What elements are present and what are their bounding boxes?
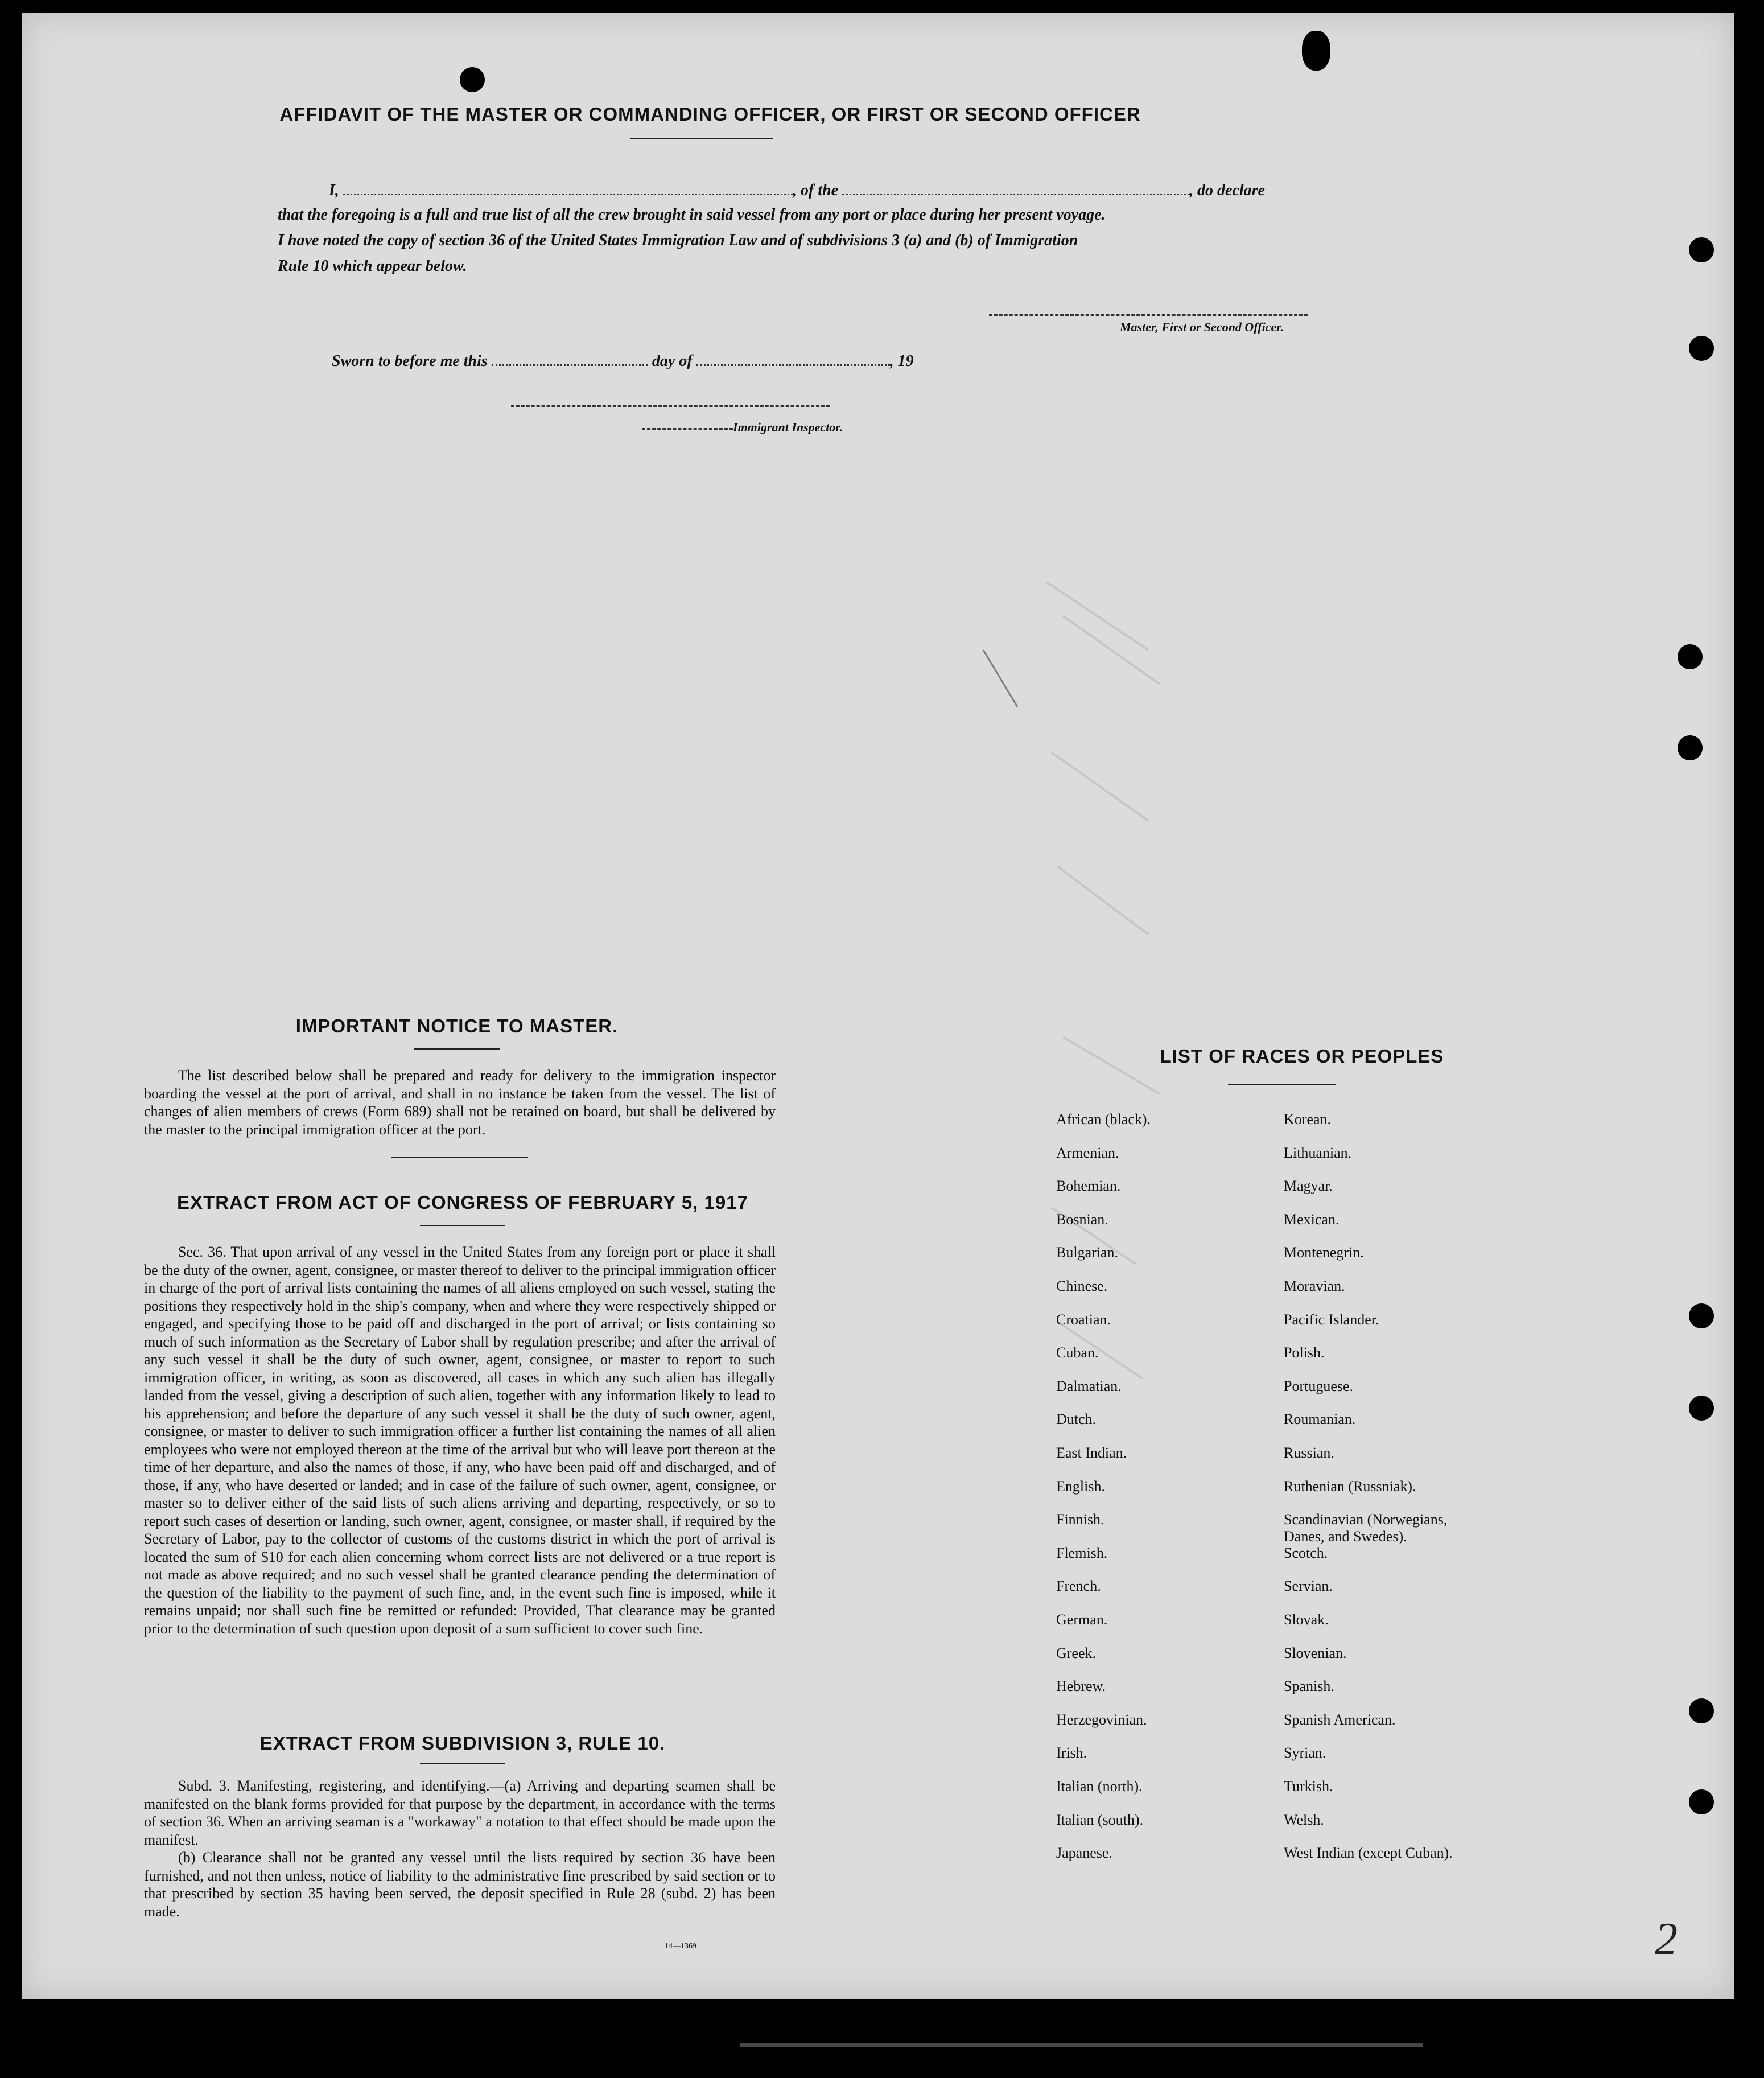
punch-hole [1689, 237, 1714, 262]
notice-underline [414, 1048, 500, 1050]
races-underline [1228, 1084, 1336, 1085]
inspector-label: Immigrant Inspector. [733, 420, 843, 434]
race-item: West Indian (except Cuban). [1284, 1845, 1453, 1862]
name-blank [343, 178, 793, 195]
signature-line [989, 314, 1308, 316]
race-item: Bohemian. [1056, 1178, 1121, 1195]
race-item: Syrian. [1284, 1744, 1326, 1762]
race-item: African (black). [1056, 1111, 1151, 1128]
race-item: German. [1056, 1611, 1108, 1628]
race-item: Irish. [1056, 1744, 1087, 1762]
punch-hole [1689, 336, 1714, 361]
race-item: Montenegrin. [1284, 1244, 1364, 1261]
rule-text [144, 1777, 776, 1920]
affidavit-title: AFFIDAVIT OF THE MASTER OR COMMANDING OFFICER, OR FIRST OR SECOND OFFICER [279, 104, 1141, 125]
margin-mark: 2 [1655, 1914, 1678, 1964]
race-item: Chinese. [1056, 1278, 1108, 1294]
punch-hole [1689, 1303, 1714, 1328]
punch-hole [1689, 1789, 1714, 1814]
signature-label: Master, First or Second Officer. [1120, 320, 1284, 334]
race-item: Bosnian. [1056, 1211, 1108, 1228]
inspector-short-line [642, 428, 733, 430]
notice-text: The list described below shall be prepared and ready for delivery to the immigration inspector boarding the vessel at the port of arrival, and shall in no instance be taken from the vessel. The list of changes of alien members of crews (Form 689) shall not be retained on board, but shall be delivered by the master to the principal immigration officer at the port. [144, 1067, 776, 1138]
race-item: Spanish. [1284, 1678, 1334, 1695]
race-item: French. [1056, 1578, 1101, 1595]
races-title: LIST OF RACES OR PEOPLES [1160, 1046, 1444, 1067]
race-item: Italian (north). [1056, 1778, 1143, 1795]
race-item: Russian. [1284, 1445, 1334, 1461]
race-item: Portuguese. [1284, 1377, 1354, 1394]
sworn-line [332, 348, 914, 371]
race-item: Finnish. [1056, 1511, 1104, 1528]
race-item: Scandinavian (Norwegians, Danes, and Swedes). [1284, 1511, 1448, 1545]
race-item: Scotch. [1284, 1544, 1328, 1561]
affidavit-line-4: Rule 10 which appear below. [278, 257, 467, 275]
race-item: Welsh. [1284, 1811, 1324, 1828]
punch-hole [1689, 1396, 1714, 1421]
notice-divider [391, 1157, 528, 1158]
form-number: 14—1369 [665, 1942, 696, 1951]
rule-para-b: (b) Clearance shall not be granted any vessel until the lists required by section 36 have been furnished, and not then unless, notice of liability to the administrative fine prescribed by said section or to that prescribed by section 35 having been served, the deposit specified in Rule 28 (subd. 2) has been made. [144, 1849, 776, 1920]
punch-hole [1689, 1698, 1714, 1723]
race-item: Flemish. [1056, 1544, 1108, 1561]
race-item: Herzegovinian. [1056, 1711, 1147, 1728]
race-item: Magyar. [1284, 1178, 1333, 1195]
affidavit-declare: , do declare [1189, 182, 1265, 199]
race-item: Lithuanian. [1284, 1144, 1352, 1161]
affidavit-of-the: , of the [792, 182, 839, 199]
race-item: Spanish American. [1284, 1711, 1396, 1728]
rule-underline [420, 1763, 505, 1764]
race-item: Hebrew. [1056, 1678, 1106, 1695]
sworn-text: Sworn to before me this [332, 352, 488, 370]
rule-title: EXTRACT FROM SUBDIVISION 3, RULE 10. [259, 1733, 666, 1754]
act-title: EXTRACT FROM ACT OF CONGRESS OF FEBRUARY 5, 1917 [177, 1192, 748, 1213]
punch-hole [1678, 644, 1703, 669]
scan-streak [740, 2043, 1423, 2047]
punch-hole [460, 67, 485, 92]
document-sheet [22, 13, 1734, 1999]
affidavit-line-2: that the foregoing is a full and true list of all the crew brought in said vessel from any port or place during her present voyage. [278, 206, 1106, 224]
race-item: Dutch. [1056, 1411, 1097, 1428]
race-item: Turkish. [1284, 1778, 1333, 1795]
race-item: Armenian. [1056, 1144, 1119, 1161]
act-text: Sec. 36. That upon arrival of any vessel in the United States from any foreign port or place it shall be the duty of the owner, agent, consignee, or master thereof to deliver to the principal immigration officer in charge of the port of arrival lists containing the names of all aliens employed on such vessel, stating the positions they respectively hold in the ship's company, when and where they were respectively shipped or engaged, and specifying those to be paid off and discharged in the port of arrival; or lists containing so much of such information as the Secretary of Labor shall by regulation prescribe; and after the arrival of any such vessel it shall be the duty of such owner, agent, consignee, or master to report to such immigration officer, in writing, as soon as discovered, all cases in which any such alien has illegally landed from the vessel, giving a description of such alien, together with any information likely to lead to his apprehension; and before the departure of any such vessel it shall be the duty of such owner, agent, consignee, or master to deliver to such immigration officer a further list containing the names of all alien employees who were not employed thereon at the time of the arrival but who will leave port thereon at the time of her departure, and also the names of those, if any, who have been paid off and discharged, and of those, if any, who have deserted or landed; and in case of the failure of such owner, agent, consignee, or master so to deliver either of the said lists of such aliens arriving and departing, respectively, or so to report such cases of desertion or landing, such owner, agent, consignee, or master shall, if required by the Secretary of Labor, pay to the collector of customs of the customs district in which the port of arrival is located the sum of $10 for each alien concerning whom correct lists are not delivered or a true report is not made as above required; and no such vessel shall be granted clearance pending the determination of the question of the liability to the payment of such fine, and, in the event such fine is imposed, while it remains unpaid; nor shall such fine be remitted or refunded: Provided, That clearance may be granted prior to the determination of such question upon deposit of a sum sufficient to cover such fine. [144, 1244, 776, 1637]
race-item: Slovenian. [1284, 1644, 1347, 1661]
day-blank [492, 348, 648, 366]
race-item: East Indian. [1056, 1445, 1127, 1461]
affidavit-line-3: I have noted the copy of section 36 of the United States Immigration Law and of subdivisions 3 (a) and (b) of Immigration [278, 232, 1078, 249]
race-item: Italian (south). [1056, 1811, 1144, 1828]
act-underline [420, 1225, 505, 1226]
race-item: Slovak. [1284, 1611, 1329, 1628]
sworn-day: day of [652, 352, 693, 370]
race-item: Polish. [1284, 1344, 1325, 1361]
affidavit-i: I, [329, 182, 339, 199]
notice-title: IMPORTANT NOTICE TO MASTER. [295, 1015, 619, 1036]
title-underline [630, 138, 773, 139]
race-item: Mexican. [1284, 1211, 1340, 1228]
race-item: Pacific Islander. [1284, 1311, 1379, 1328]
race-item: Japanese. [1056, 1845, 1112, 1862]
affidavit-line-1 [329, 178, 1382, 200]
race-item: Dalmatian. [1056, 1377, 1122, 1394]
rule-para-a: Subd. 3. Manifesting, registering, and identifying.—(a) Arriving and departing seamen shall be manifested on the blank forms provided for that purpose by the department, in accordance with the terms of section 36. When an arriving seaman is a "workaway" a notation to that effect should be made upon the manifest. [144, 1777, 776, 1848]
race-item: Bulgarian. [1056, 1244, 1119, 1261]
punch-hole [1302, 31, 1330, 71]
race-item: Servian. [1284, 1578, 1333, 1595]
punch-hole [1678, 735, 1703, 760]
sworn-year: , 19 [889, 352, 914, 370]
race-item: Greek. [1056, 1644, 1097, 1661]
race-item: Cuban. [1056, 1344, 1099, 1361]
race-item: Croatian. [1056, 1311, 1111, 1328]
race-item: English. [1056, 1478, 1105, 1495]
race-item: Ruthenian (Russniak). [1284, 1478, 1416, 1495]
race-item: Roumanian. [1284, 1411, 1356, 1428]
race-item: Moravian. [1284, 1278, 1345, 1294]
vessel-blank [842, 178, 1189, 195]
race-item: Korean. [1284, 1111, 1332, 1128]
month-blank [696, 348, 890, 366]
inspector-line [511, 405, 830, 407]
